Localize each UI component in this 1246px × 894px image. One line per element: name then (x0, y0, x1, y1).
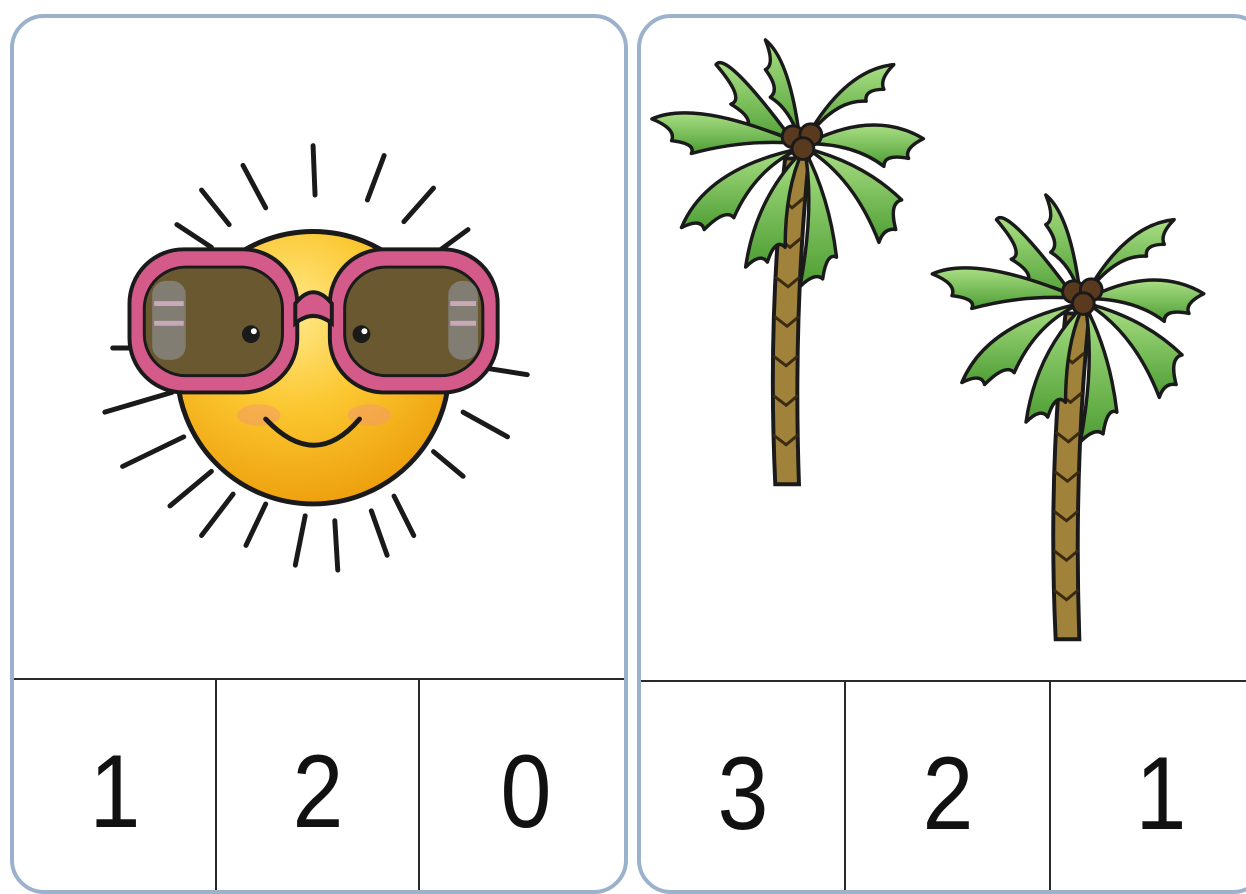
choice-number: 2 (922, 736, 973, 852)
choice-number: 0 (500, 734, 552, 850)
answer-choices (14, 678, 624, 894)
palm-tree-icon (652, 40, 924, 484)
sun-illustration (14, 18, 624, 678)
palm-trees-illustration (641, 18, 1246, 678)
answer-choice[interactable] (420, 680, 628, 894)
choice-number: 1 (89, 734, 140, 850)
answer-choice[interactable] (1051, 682, 1246, 894)
counting-card-sun (10, 14, 628, 894)
choice-number: 2 (292, 734, 343, 850)
answer-choices (641, 680, 1246, 894)
answer-choice[interactable] (217, 680, 420, 894)
answer-choice[interactable] (846, 682, 1051, 894)
answer-choice[interactable] (14, 680, 217, 894)
choice-number: 3 (717, 736, 768, 852)
counting-card-palm-trees (637, 14, 1246, 894)
answer-choice[interactable] (641, 682, 846, 894)
palm-tree-icon (932, 195, 1204, 639)
choice-number: 1 (1135, 736, 1187, 852)
